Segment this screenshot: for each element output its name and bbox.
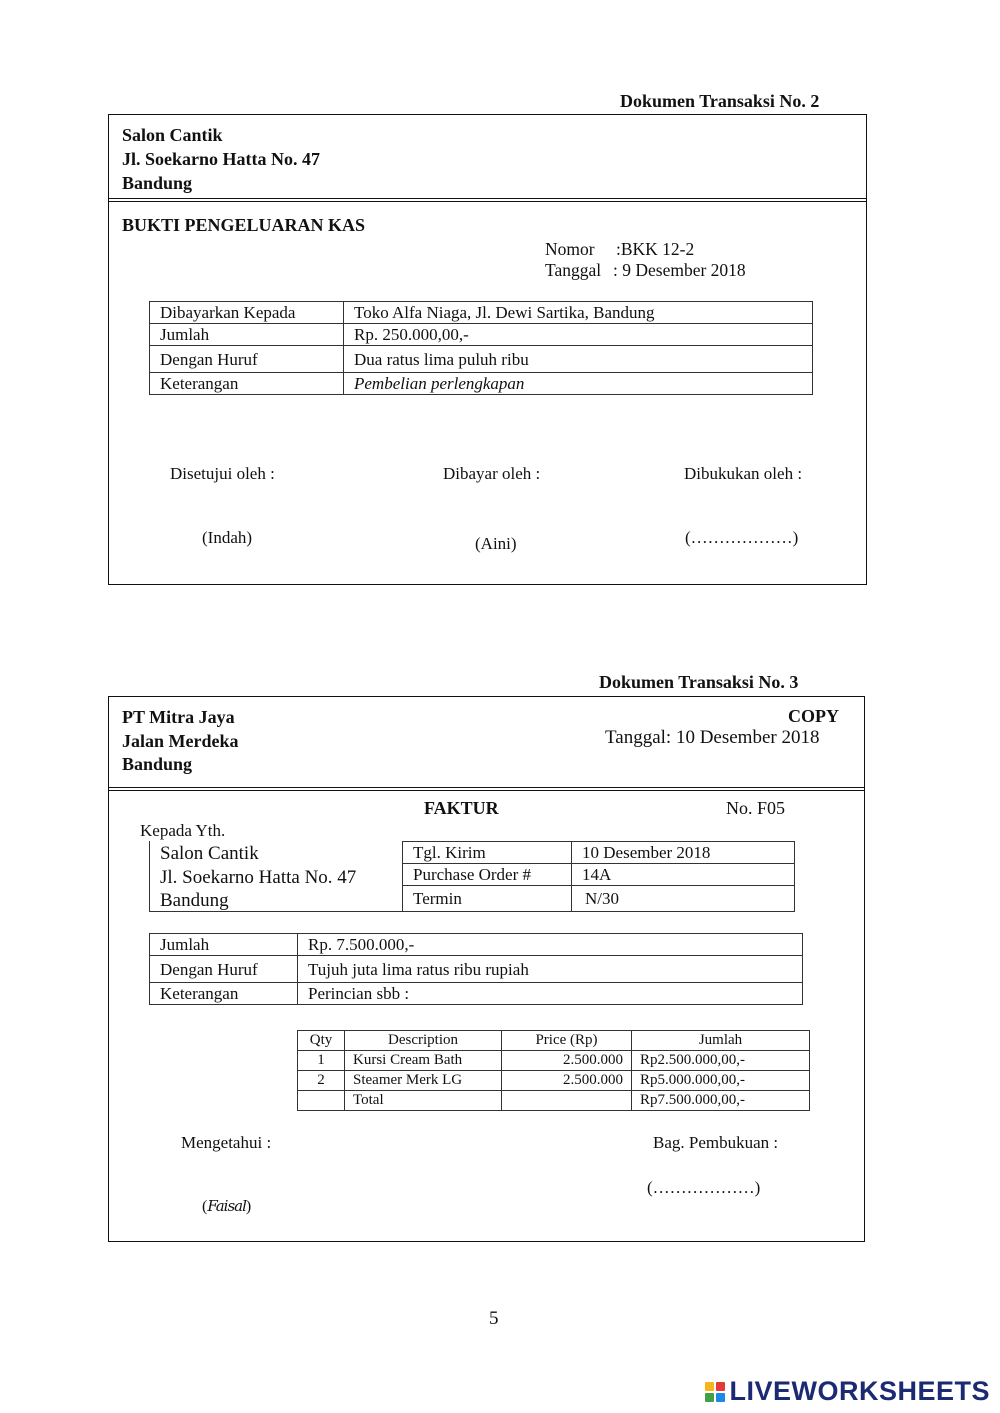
doc3-shipping-value: N/30 <box>572 886 795 912</box>
liveworksheets-text: LIVEWORKSHEETS <box>729 1376 990 1406</box>
items-total-label: Total <box>345 1091 502 1111</box>
doc3-company-name: PT Mitra Jaya <box>122 707 235 727</box>
doc2-company-name: Salon Cantik <box>122 125 223 145</box>
item-qty-empty <box>298 1091 345 1111</box>
table-row <box>150 346 813 373</box>
doc2-row-label: Dengan Huruf <box>150 346 344 373</box>
doc3-shipping-label: Purchase Order # <box>403 864 572 886</box>
doc2-sig-booked-name: (………………) <box>685 528 799 547</box>
doc3-row-value: Perincian sbb : <box>298 983 803 1005</box>
doc2-row-value: Rp. 250.000,00,- <box>344 324 813 346</box>
doc3-row-label: Jumlah <box>150 934 298 956</box>
page-number: 5 <box>489 1308 499 1329</box>
doc3-copy-mark: COPY <box>788 706 839 726</box>
logo-tile <box>705 1393 714 1402</box>
item-price: 2.500.000 <box>502 1051 632 1071</box>
item-description: Kursi Cream Bath <box>345 1051 502 1071</box>
liveworksheets-watermark <box>705 1376 990 1407</box>
doc2-company-address: Jl. Soekarno Hatta No. 47 <box>122 149 320 169</box>
doc2-tanggal-label: Tanggal <box>545 260 602 280</box>
doc2-row-value: Toko Alfa Niaga, Jl. Dewi Sartika, Bandung <box>344 302 813 324</box>
items-header-description: Description <box>345 1031 502 1051</box>
table-row <box>298 1071 810 1091</box>
item-jumlah: Rp5.000.000,00,- <box>632 1071 810 1091</box>
item-jumlah: Rp2.500.000,00,- <box>632 1051 810 1071</box>
table-row <box>403 842 795 864</box>
table-row <box>150 373 813 395</box>
doc3-mengetahui: Mengetahui : <box>181 1133 272 1152</box>
doc3-amount-table <box>149 933 803 1005</box>
doc3-recipient-city: Bandung <box>160 890 229 911</box>
table-row <box>150 934 803 956</box>
table-row <box>150 324 813 346</box>
items-header-qty: Qty <box>298 1031 345 1051</box>
doc2-sig-booked-title: Dibukukan oleh : <box>684 464 803 483</box>
doc2-row-label: Dibayarkan Kepada <box>150 302 344 324</box>
doc3-blank-sign: (………………) <box>647 1178 761 1197</box>
doc3-company-address: Jalan Merdeka <box>122 730 239 751</box>
items-header-price: Price (Rp) <box>502 1031 632 1051</box>
doc3-pembukuan: Bag. Pembukuan : <box>653 1133 779 1152</box>
doc3-date: Tanggal: 10 Desember 2018 <box>605 727 820 748</box>
doc3-row-value: Rp. 7.500.000,- <box>298 934 803 956</box>
items-total-value: Rp7.500.000,00,- <box>632 1091 810 1111</box>
doc3-row-value: Tujuh juta lima ratus ribu rupiah <box>298 956 803 983</box>
doc2-title: BUKTI PENGELUARAN KAS <box>122 215 366 235</box>
doc2-payment-table <box>149 301 813 395</box>
doc3-shipping-value: 10 Desember 2018 <box>572 842 795 864</box>
doc3-company-block <box>122 706 239 777</box>
table-row <box>403 886 795 912</box>
items-header-jumlah: Jumlah <box>632 1031 810 1051</box>
table-row <box>298 1091 810 1111</box>
doc2-header-divider <box>108 198 867 202</box>
doc3-shipping-label: Tgl. Kirim <box>403 842 572 864</box>
table-row <box>150 983 803 1005</box>
table-row <box>298 1051 810 1071</box>
doc3-invoice-number: No. F05 <box>726 798 786 818</box>
item-price-empty <box>502 1091 632 1111</box>
doc2-row-value: Pembelian perlengkapan <box>344 373 813 395</box>
table-row <box>150 302 813 324</box>
doc3-shipping-table <box>402 841 795 912</box>
doc3-shipping-label: Termin <box>403 886 572 912</box>
doc2-meta <box>545 239 746 281</box>
doc2-row-label: Jumlah <box>150 324 344 346</box>
doc2-sig-paid-name: (Aini) <box>475 534 517 553</box>
item-price: 2.500.000 <box>502 1071 632 1091</box>
doc3-recipient-name: Salon Cantik <box>160 843 259 864</box>
doc2-label: Dokumen Transaksi No. 2 <box>620 91 820 111</box>
doc3-row-label: Keterangan <box>150 983 298 1005</box>
doc3-signer-signature: (Faisal) <box>202 1197 252 1215</box>
doc3-items-table <box>297 1030 810 1111</box>
doc3-header-divider <box>108 787 865 791</box>
item-qty: 1 <box>298 1051 345 1071</box>
logo-tile <box>716 1382 725 1391</box>
doc3-company-city: Bandung <box>122 754 193 774</box>
doc2-tanggal-value: : 9 Desember 2018 <box>613 260 746 280</box>
liveworksheets-logo-icon <box>705 1382 725 1402</box>
doc2-nomor-label: Nomor <box>545 239 595 259</box>
doc2-company-block <box>122 123 320 195</box>
doc2-row-label: Keterangan <box>150 373 344 395</box>
doc2-row-value: Dua ratus lima puluh ribu <box>344 346 813 373</box>
doc3-signer-name: Faisal <box>207 1197 246 1215</box>
item-qty: 2 <box>298 1071 345 1091</box>
table-row <box>150 956 803 983</box>
doc3-shipping-value: 14A <box>572 864 795 886</box>
doc3-label: Dokumen Transaksi No. 3 <box>599 672 799 692</box>
doc2-company-city: Bandung <box>122 173 193 193</box>
doc3-kepada: Kepada Yth. <box>140 821 226 840</box>
logo-tile <box>705 1382 714 1391</box>
doc2-sig-paid-title: Dibayar oleh : <box>443 464 541 483</box>
table-header-row <box>298 1031 810 1051</box>
logo-tile <box>716 1393 725 1402</box>
table-row <box>403 864 795 886</box>
doc2-nomor-value: :BKK 12-2 <box>616 239 695 259</box>
doc3-row-label: Dengan Huruf <box>150 956 298 983</box>
item-description: Steamer Merk LG <box>345 1071 502 1091</box>
doc2-sig-approved-title: Disetujui oleh : <box>170 464 275 483</box>
doc3-recipient-address: Jl. Soekarno Hatta No. 47 <box>160 866 357 888</box>
doc2-sig-approved-name: (Indah) <box>202 528 253 547</box>
doc3-title: FAKTUR <box>424 798 499 818</box>
